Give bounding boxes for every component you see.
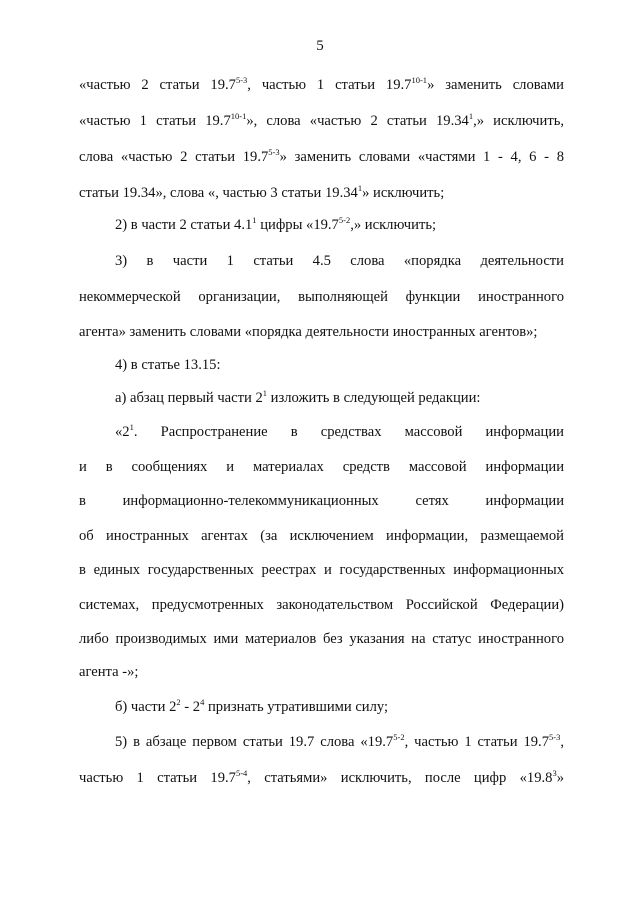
text-segment: », слова «частью 2 статьи 19.34 [246,113,469,129]
text-segment: ,» исключить; [350,217,437,233]
text-line [79,629,564,649]
text-segment: изложить в следующей редакции: [267,390,481,406]
text-segment: а) абзац первый части 2 [115,390,263,406]
text-segment: 2) в части 2 статьи 4.1 [115,217,253,233]
text-segment: агента» заменить словами «порядка деятельности иностранных агентов»; [79,324,538,340]
text-segment: - 2 [180,699,201,715]
text-line [79,111,564,131]
text-segment: агента -»; [79,664,139,680]
text-segment: , [560,734,564,750]
text-line [79,595,564,615]
text-segment: системах, предусмотренных законодательством Российской Федерации) [79,597,564,613]
text-segment: , статьями» исключить, после цифр «19.8 [247,770,553,786]
superscript: 1 [129,422,134,432]
text-segment: признать утратившими силу; [204,699,389,715]
superscript: 10-1 [411,75,428,85]
text-segment: в единых государственных реестрах и государственных информационных [79,562,564,578]
superscript: 1 [262,388,268,398]
text-segment: ,» исключить, [473,113,564,129]
text-segment: в информационно-телекоммуникационных сетях информации [79,493,564,509]
text-line [115,388,564,408]
text-segment: и в сообщениях и материалах средств массовой информации [79,459,564,475]
text-line [79,147,564,167]
text-line [79,457,564,477]
superscript: 10-1 [230,111,247,121]
text-line [115,697,564,717]
text-line [115,422,564,442]
text-line [115,355,564,375]
superscript: 1 [252,215,257,225]
text-segment: 4) в статье 13.15: [115,357,221,373]
superscript: 5-3 [549,732,561,742]
text-segment: » [556,770,564,786]
text-segment: » заменить словами [427,77,564,93]
text-segment: либо производимых ими материалов без указания на статус иностранного [79,631,564,647]
text-line [79,662,564,682]
superscript: 3 [552,768,557,778]
text-line [79,287,564,307]
text-line [115,732,564,752]
text-segment: 5) в абзаце первом статьи 19.7 слова «19.7 [115,734,394,750]
text-segment: , частью 1 статьи 19.7 [404,734,549,750]
text-line [115,251,564,271]
text-line [79,75,564,95]
text-segment: слова «частью 2 статьи 19.7 [79,149,269,165]
page-number: 5 [316,38,324,54]
text-segment: » исключить; [362,185,445,201]
text-segment: 3) в части 1 статьи 4.5 слова «порядка деятельности [115,253,564,269]
text-segment: . Распространение в средствах массовой информации [133,424,564,440]
text-line [79,526,564,546]
text-segment: «частью 1 статьи 19.7 [79,113,231,129]
superscript: 5-2 [393,732,405,742]
text-segment: некоммерческой организации, выполняющей функции иностранного [79,289,564,305]
superscript: 5-3 [268,147,280,157]
text-segment: » заменить словами «частями 1 - 4, 6 - 8 [279,149,564,165]
superscript: 5-4 [235,768,248,778]
text-segment: цифры «19.7 [256,217,339,233]
text-segment: об иностранных агентах (за исключением информации, размещаемой [79,528,564,544]
superscript: 5-2 [338,215,351,225]
text-line [79,491,564,511]
superscript: 5-3 [235,75,248,85]
text-segment: частью 1 статьи 19.7 [79,770,236,786]
text-line [79,768,564,788]
text-segment: «2 [115,424,130,440]
text-line [115,215,564,235]
superscript: 2 [176,697,181,707]
text-segment: , частью 1 статьи 19.7 [247,77,412,93]
superscript: 4 [200,697,205,707]
text-segment: б) части 2 [115,699,177,715]
superscript: 1 [357,183,363,193]
text-line [79,322,564,342]
text-segment: статьи 19.34», слова «, частью 3 статьи 19.34 [79,185,358,201]
text-segment: «частью 2 статьи 19.7 [79,77,236,93]
text-line [79,183,564,203]
text-line [79,560,564,580]
superscript: 1 [468,111,474,121]
